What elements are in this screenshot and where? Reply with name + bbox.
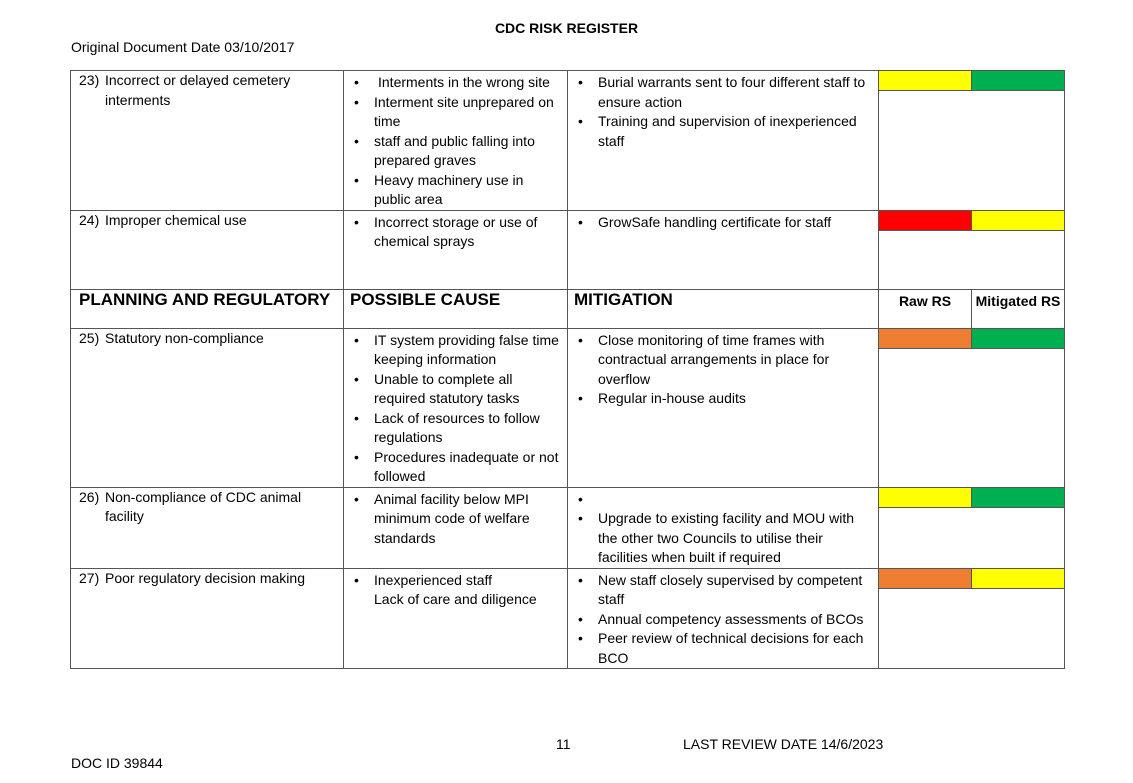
- risk-title: Incorrect or delayed cemetery interments: [105, 72, 291, 108]
- table-row: [71, 328, 1065, 487]
- cause-item: • Lack of resources to follow regulations: [350, 409, 563, 448]
- mitigation-cell: [568, 487, 879, 568]
- mitigation-item: • Peer review of technical decisions for each BCO: [574, 629, 874, 668]
- risk-score-cell: [879, 71, 1065, 211]
- cause-item: • Procedures inadequate or not followed: [350, 448, 563, 487]
- cause-cell: [344, 328, 568, 487]
- risk-score-cell: [879, 210, 1065, 289]
- cause-continuation: Lack of care and diligence: [374, 591, 537, 607]
- risk-score-cell: [879, 328, 1065, 487]
- risk-title: Poor regulatory decision making: [105, 569, 305, 586]
- cause-item: • IT system providing false time keeping information: [350, 331, 563, 370]
- mitigated-rs-swatch: [972, 488, 1064, 508]
- table-row: [71, 210, 1065, 289]
- mitigation-item: [574, 490, 874, 510]
- risk-number: 23): [79, 72, 100, 88]
- mitigation-item: • Burial warrants sent to four different staff to ensure action: [574, 73, 874, 112]
- mitigated-rs-swatch: [972, 329, 1064, 349]
- page-number: 11: [556, 736, 571, 752]
- cause-item: • Interments in the wrong site: [350, 73, 563, 93]
- mitigated-rs-header: Mitigated RS: [975, 292, 1061, 309]
- cause-item: • Animal facility below MPI minimum code of welfare standards: [350, 490, 563, 549]
- original-document-date: Original Document Date 03/10/2017: [71, 39, 295, 55]
- raw-rs-swatch: [879, 71, 972, 91]
- mitigation-item: • Close monitoring of time frames with contractual arrangements in place for overflow: [574, 331, 874, 390]
- mitigation-cell: [568, 568, 879, 669]
- mitigation-item: • GrowSafe handling certificate for staff: [574, 213, 874, 233]
- risk-number: 25): [79, 329, 100, 346]
- last-review-date: LAST REVIEW DATE 14/6/2023: [683, 736, 884, 752]
- risk-number: 27): [79, 569, 100, 586]
- risk-title: Improper chemical use: [105, 211, 247, 228]
- cause-cell: [344, 210, 568, 289]
- cause-column-header: POSSIBLE CAUSE: [344, 289, 568, 328]
- risk-number: 24): [79, 211, 100, 228]
- cause-item: • Heavy machinery use in public area: [350, 171, 563, 210]
- risk-score-cell: [879, 568, 1065, 669]
- raw-rs-swatch: [879, 211, 972, 231]
- risk-cell: [71, 487, 344, 568]
- risk-cell: [71, 71, 344, 211]
- section-header-row: [71, 289, 1065, 328]
- mitigated-rs-swatch: [972, 569, 1064, 589]
- cause-item: • Unable to complete all required statutory tasks: [350, 370, 563, 409]
- raw-rs-swatch: [879, 329, 972, 349]
- mitigation-item: • New staff closely supervised by competent staff: [574, 571, 874, 610]
- mitigation-cell: [568, 328, 879, 487]
- mitigation-item: • Training and supervision of inexperienced staff: [574, 112, 874, 151]
- raw-rs-swatch: [879, 569, 972, 589]
- mitigation-column-header: MITIGATION: [568, 289, 879, 328]
- table-row: [71, 71, 1065, 211]
- mitigated-rs-swatch: [972, 71, 1064, 91]
- risk-register-table: [70, 70, 1065, 669]
- risk-cell: [71, 210, 344, 289]
- mitigation-item: • Upgrade to existing facility and MOU with the other two Councils to utilise their facilities when built if required: [574, 509, 874, 568]
- mitigated-rs-swatch: [972, 211, 1064, 231]
- mitigation-item: • Regular in-house audits: [574, 389, 874, 409]
- document-title: CDC RISK REGISTER: [494, 20, 639, 36]
- table-row: [71, 487, 1065, 568]
- risk-title: Non-compliance of CDC animal facility: [105, 488, 302, 524]
- raw-rs-header: Raw RS: [879, 290, 972, 328]
- table-row: [71, 568, 1065, 669]
- cause-item: • Inexperienced staff: [350, 571, 563, 591]
- cause-cell: [344, 71, 568, 211]
- risk-number: 26): [79, 488, 100, 505]
- risk-score-header: [879, 289, 1065, 328]
- document-id: DOC ID 39844: [71, 755, 163, 771]
- raw-rs-swatch: [879, 488, 972, 508]
- mitigation-cell: [568, 71, 879, 211]
- cause-cell: [344, 487, 568, 568]
- cause-item: • Incorrect storage or use of chemical sprays: [350, 213, 563, 252]
- risk-title: Statutory non-compliance: [105, 329, 264, 346]
- mitigation-item: • Annual competency assessments of BCOs: [574, 610, 874, 630]
- mitigation-cell: [568, 210, 879, 289]
- cause-item: • Interment site unprepared on time: [350, 93, 563, 132]
- risk-cell: [71, 328, 344, 487]
- section-title: PLANNING AND REGULATORY: [71, 289, 344, 328]
- risk-score-cell: [879, 487, 1065, 568]
- risk-cell: [71, 568, 344, 669]
- cause-cell: [344, 568, 568, 669]
- cause-item: • staff and public falling into prepared graves: [350, 132, 563, 171]
